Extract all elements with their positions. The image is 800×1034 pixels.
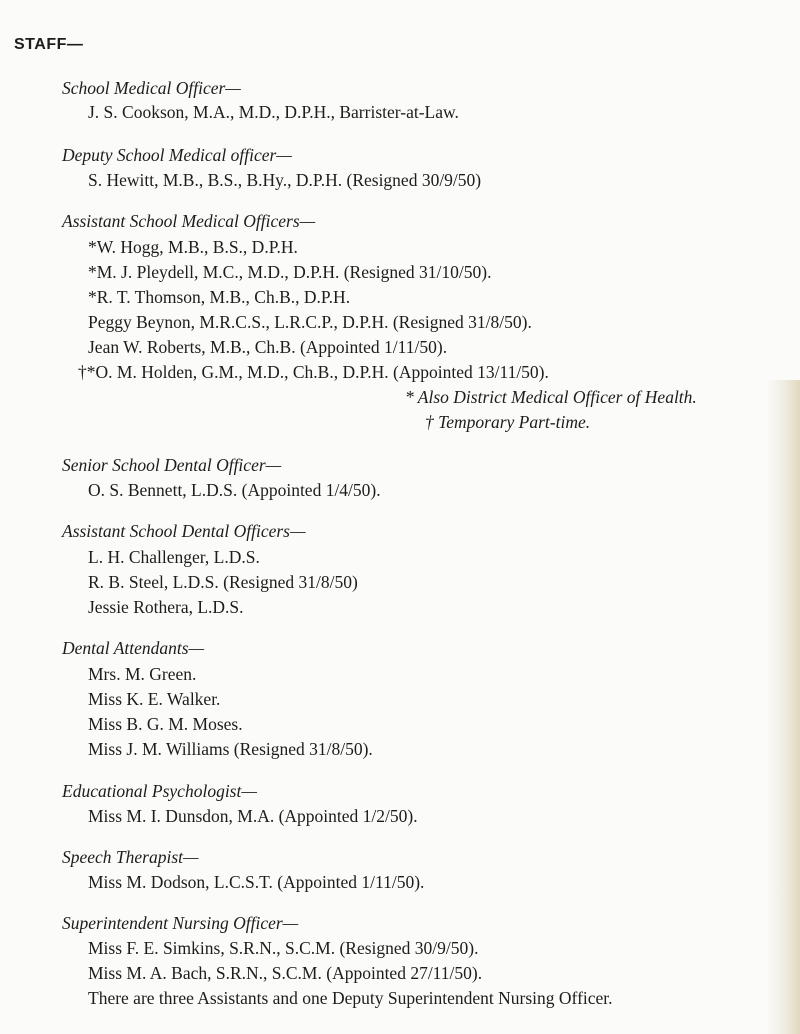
staff-line: Peggy Beynon, M.R.C.S., L.R.C.P., D.P.H. (Resigned 31/8/50). (88, 312, 532, 332)
staff-line: Miss F. E. Simkins, S.R.N., S.C.M. (Resigned 30/9/50). (88, 938, 479, 958)
staff-line: S. Hewitt, M.B., B.S., B.Hy., D.P.H. (Resigned 30/9/50) (88, 170, 482, 190)
section-title-deputy-school-medical-officer: Deputy School Medical officer— (62, 145, 292, 165)
section-title-senior-school-dental-officer: Senior School Dental Officer— (62, 455, 282, 475)
staff-line: †*O. M. Holden, G.M., M.D., Ch.B., D.P.H. (Appointed 13/11/50). (78, 362, 549, 382)
staff-line: Jessie Rothera, L.D.S. (88, 597, 244, 617)
page-edge-shadow (766, 380, 800, 1034)
footnote-temporary: † Temporary Part-time. (425, 412, 591, 432)
section-title-assistant-school-medical-officers: Assistant School Medical Officers— (62, 211, 316, 231)
staff-line: R. B. Steel, L.D.S. (Resigned 31/8/50) (88, 572, 358, 592)
section-title-dental-attendants: Dental Attendants— (62, 638, 205, 658)
staff-line: L. H. Challenger, L.D.S. (88, 547, 260, 567)
staff-line: Miss K. E. Walker. (88, 689, 221, 709)
staff-line: There are three Assistants and one Deputy Superintendent Nursing Officer. (88, 988, 613, 1008)
staff-line: Mrs. M. Green. (88, 664, 197, 684)
staff-line: Miss M. A. Bach, S.R.N., S.C.M. (Appointed 27/11/50). (88, 963, 483, 983)
staff-line: J. S. Cookson, M.A., M.D., D.P.H., Barrister-at-Law. (88, 102, 459, 122)
section-title-assistant-school-dental-officers: Assistant School Dental Officers— (62, 521, 306, 541)
section-title-speech-therapist: Speech Therapist— (62, 847, 199, 867)
staff-line: *W. Hogg, M.B., B.S., D.P.H. (88, 237, 298, 257)
staff-line: Miss B. G. M. Moses. (88, 714, 243, 734)
section-title-educational-psychologist: Educational Psychologist— (62, 781, 257, 801)
staff-line: O. S. Bennett, L.D.S. (Appointed 1/4/50). (88, 480, 381, 500)
staff-line: Jean W. Roberts, M.B., Ch.B. (Appointed 1/11/50). (88, 337, 448, 357)
staff-line: Miss M. I. Dunsdon, M.A. (Appointed 1/2/50). (88, 806, 418, 826)
section-title-superintendent-nursing-officer: Superintendent Nursing Officer— (62, 913, 299, 933)
footnote-district-officer: * Also District Medical Officer of Health. (405, 387, 697, 407)
staff-line: Miss J. M. Williams (Resigned 31/8/50). (88, 739, 373, 759)
section-title-school-medical-officer: School Medical Officer— (62, 78, 241, 98)
staff-line: *R. T. Thomson, M.B., Ch.B., D.P.H. (88, 287, 351, 307)
staff-line: *M. J. Pleydell, M.C., M.D., D.P.H. (Resigned 31/10/50). (88, 262, 492, 282)
staff-line: Miss M. Dodson, L.C.S.T. (Appointed 1/11/50). (88, 872, 425, 892)
page-heading: STAFF— (14, 36, 84, 53)
